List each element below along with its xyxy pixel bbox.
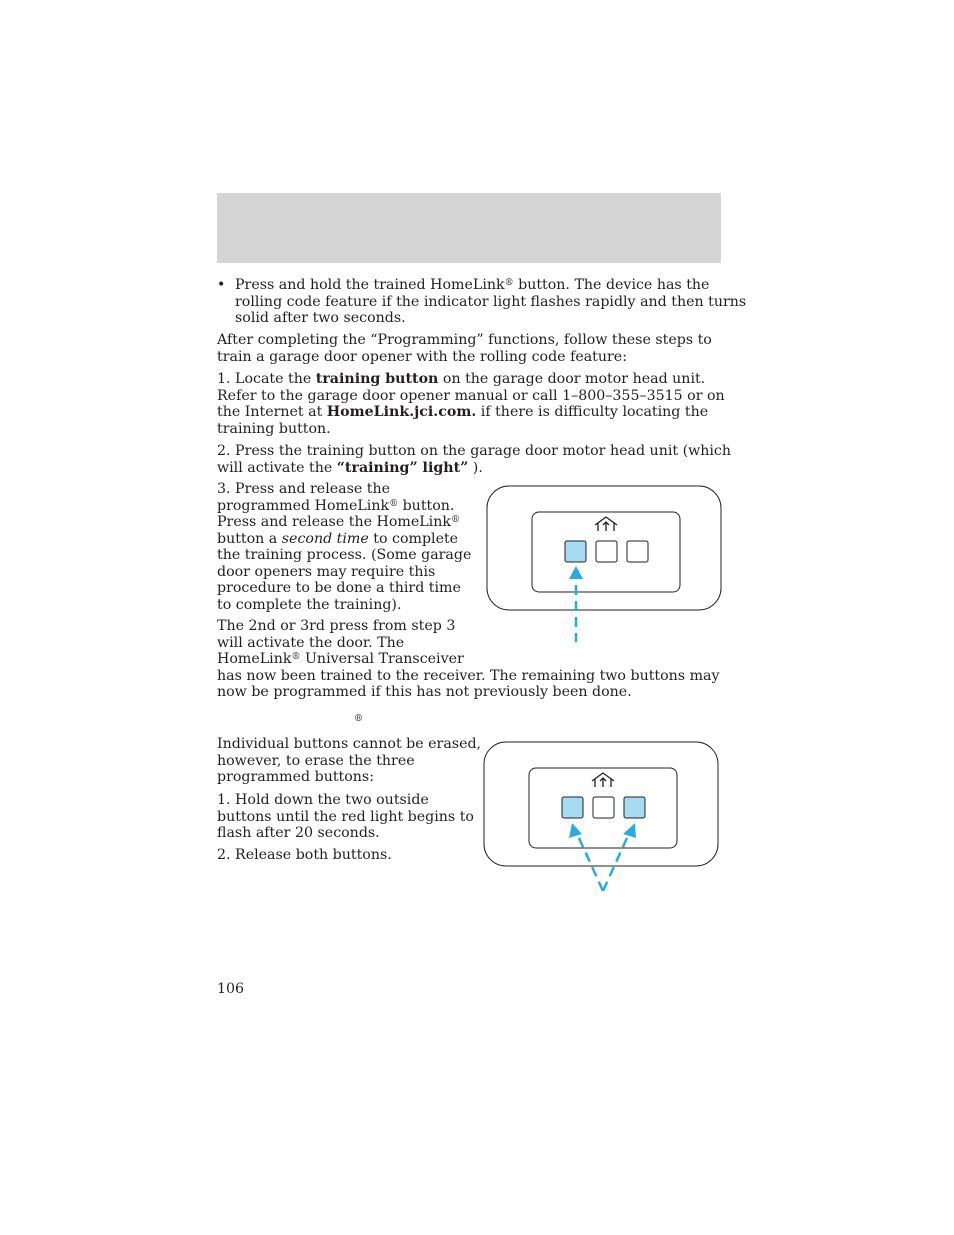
step3-line-6: door openers may require this: [217, 563, 436, 580]
homelink-erase-diagram: [483, 741, 720, 893]
homelink-button-3: [627, 541, 648, 562]
step1-line-1: 1. Locate the training button on the garage door motor head unit.: [217, 371, 706, 387]
homelink-button-1: [565, 541, 586, 562]
press-note-line-1: The 2nd or 3rd press from step 3: [217, 618, 456, 634]
bullet-line-3: solid after two seconds.: [235, 310, 406, 326]
intro-line-1: After completing the “Programming” functions, follow these steps to: [217, 332, 712, 348]
bullet-marker: •: [217, 277, 226, 293]
press-note-line-4: has now been trained to the receiver. The remaining two buttons may: [217, 667, 720, 684]
step3-line-2: programmed HomeLink® button.: [217, 497, 455, 514]
intro-line-2: train a garage door opener with the rolling code feature:: [217, 348, 627, 365]
step3-line-7: procedure to be done a third time: [217, 580, 461, 596]
erase-line-3: programmed buttons:: [217, 769, 374, 785]
erase-line-1: Individual buttons cannot be erased,: [217, 736, 482, 752]
press-note-line-2: will activate the door. The: [217, 634, 405, 651]
homelink-button-2: [596, 541, 617, 562]
press-note-line-5: now be programmed if this has not previously been done.: [217, 684, 632, 700]
erase-line-2: however, to erase the three: [217, 752, 415, 769]
step3-line-8: to complete the training).: [217, 596, 402, 613]
press-note-line-3: HomeLink® Universal Transceiver: [217, 651, 464, 667]
erase-step1-line-1: 1. Hold down the two outside: [217, 792, 429, 808]
step1-line-4: training button.: [217, 420, 331, 437]
homelink-training-diagram: [486, 485, 723, 645]
bullet-line-2: rolling code feature if the indicator light flashes rapidly and then turns: [235, 293, 747, 310]
step3-line-1: 3. Press and release the: [217, 481, 391, 497]
erase-step1-line-2: buttons until the red light begins to: [217, 808, 474, 825]
page-number: 106: [217, 981, 245, 997]
homelink-button-3: [624, 797, 645, 818]
step3-line-4: button a second time to complete: [217, 530, 459, 547]
bullet-line-1: Press and hold the trained HomeLink® button. The device has the: [235, 277, 710, 293]
step1-line-2: Refer to the garage door opener manual or call 1–800–355–3515 or on: [217, 387, 725, 404]
step3-line-5: the training process. (Some garage: [217, 547, 472, 563]
step1-line-3: the Internet at HomeLink.jci.com. if there is difficulty locating the: [217, 404, 709, 420]
step3-line-3: Press and release the HomeLink®: [217, 514, 460, 530]
step2-line-1: 2. Press the training button on the garage door motor head unit (which: [217, 443, 732, 459]
section-header-band: [217, 193, 721, 263]
erase-step1-line-3: flash after 20 seconds.: [217, 825, 380, 841]
homelink-button-2: [593, 797, 614, 818]
registered-mark: ®: [354, 714, 363, 724]
erase-step2: 2. Release both buttons.: [217, 847, 392, 863]
homelink-button-1: [562, 797, 583, 818]
step2-line-2: will activate the “training” light” ).: [217, 459, 483, 476]
